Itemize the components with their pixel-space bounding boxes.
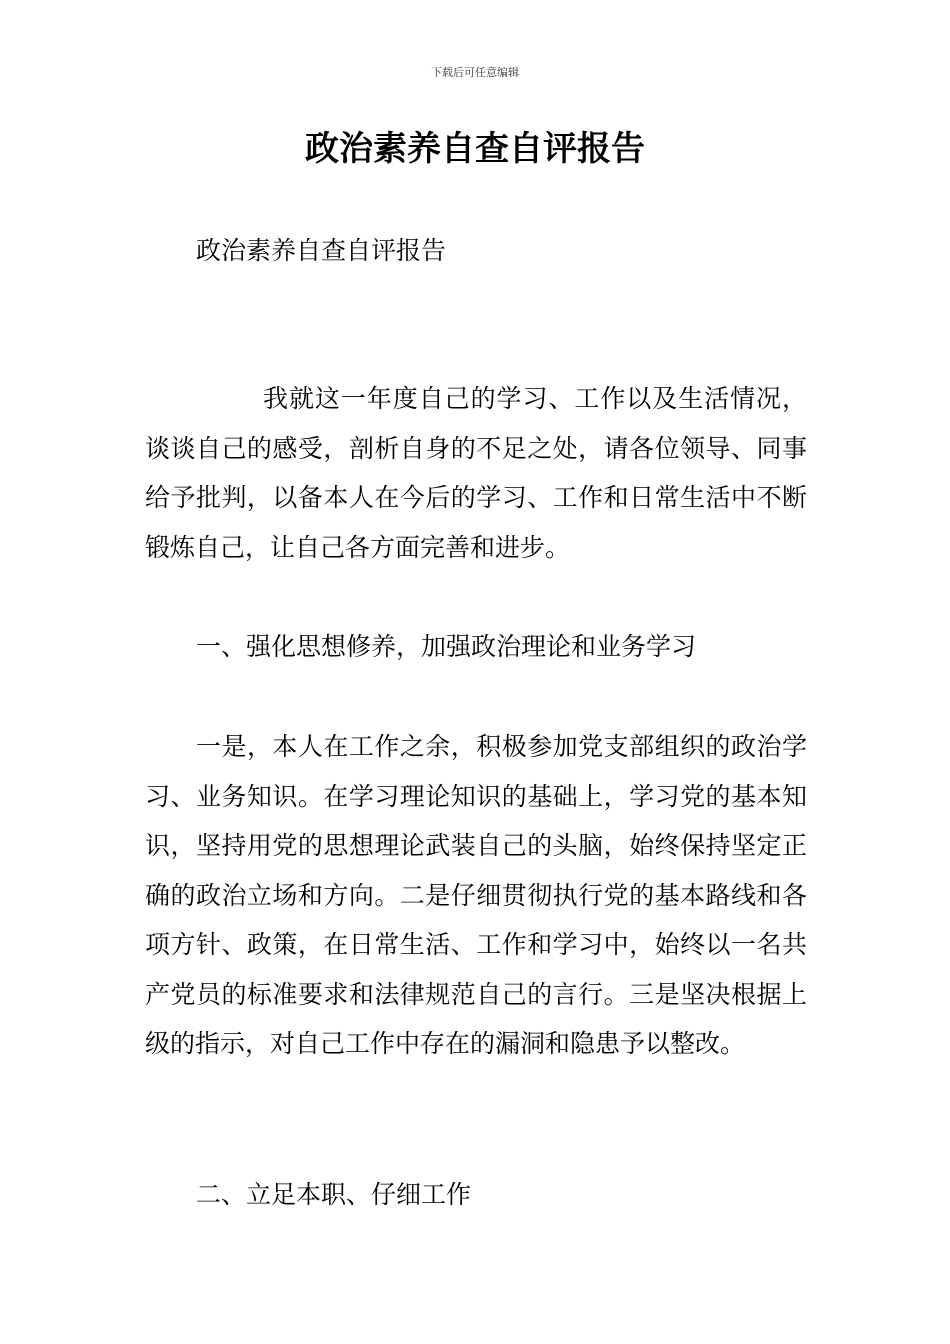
document-title: 政治素养自查自评报告 bbox=[305, 129, 645, 169]
section-1-paragraph: 一是，本人在工作之余，积极参加党支部组织的政治学习、业务知识。在学习理论知识的基础上，学习党的基本知识，坚持用党的思想理论武装自己的头脑，始终保持坚定正确的政治立场和方向。二是仔细贯彻执行党的基本路线和各项方针、政策，在日常生活、工作和学习中，始终以一名共产党员的标准要求和法律规范自己的言行。三是坚决根据上级的指示，对自己工作中存在的漏洞和隐患予以整改。 bbox=[145, 732, 807, 1058]
intro-paragraph: 我就这一年度自己的学习、工作以及生活情况，谈谈自己的感受，剖析自身的不足之处，请各位领导、同事给予批判，以备本人在今后的学习、工作和日常生活中不断锻炼自己，让自己各方面完善和进步。 bbox=[145, 384, 807, 562]
header-note: 下载后可任意编辑 bbox=[431, 66, 519, 79]
section-2-heading: 二、立足本职、仔细工作 bbox=[196, 1180, 472, 1209]
section-1-heading: 一、强化思想修养，加强政治理论和业务学习 bbox=[196, 632, 697, 661]
document-subtitle: 政治素养自查自评报告 bbox=[196, 236, 447, 265]
